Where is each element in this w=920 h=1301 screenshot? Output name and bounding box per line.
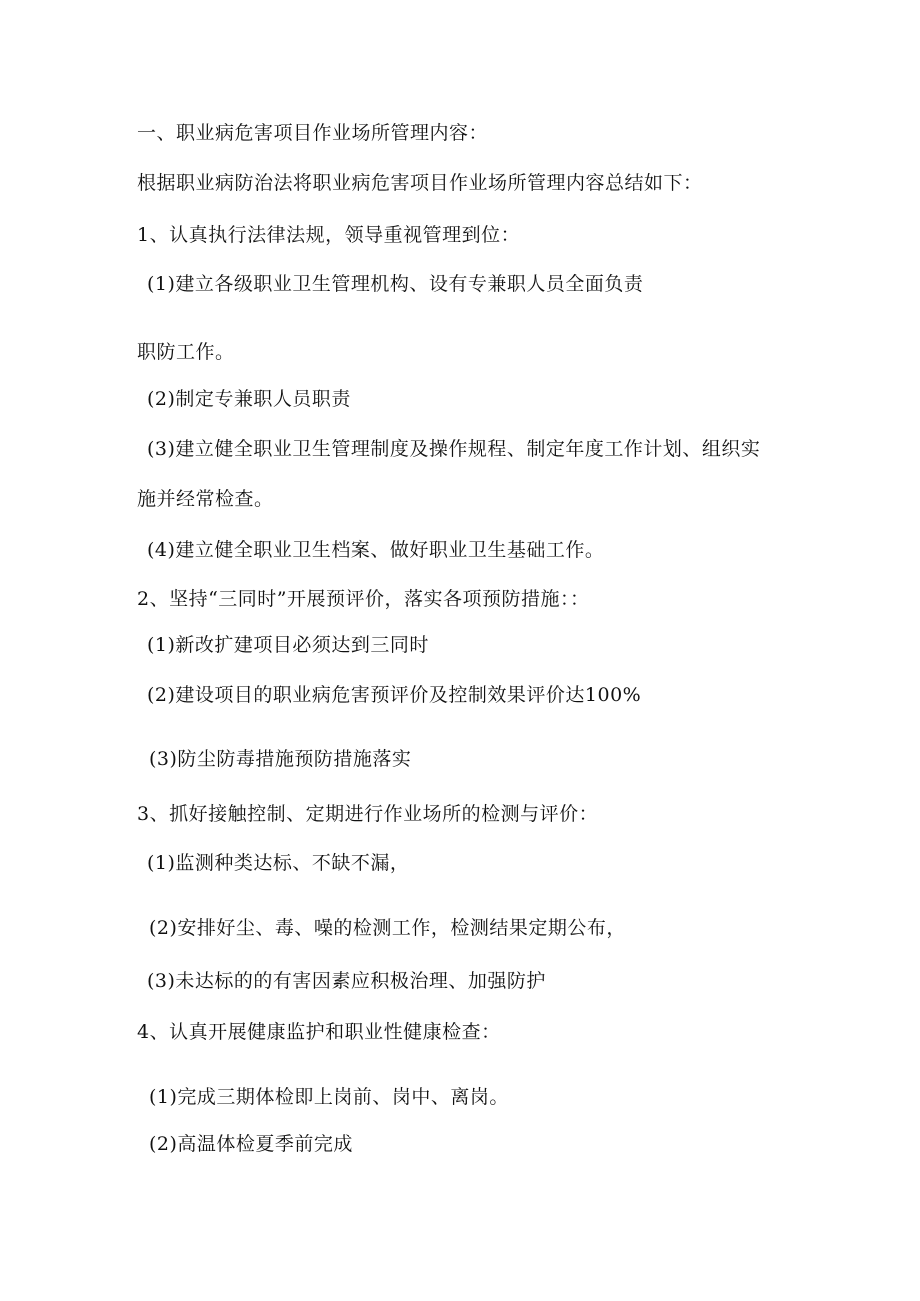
item-1-1-continued: 职防工作。 — [137, 341, 235, 363]
item-2-3: (3)防尘防毒措施预防措施落实 — [149, 748, 412, 770]
intro-paragraph: 根据职业病防治法将职业病危害项目作业场所管理内容总结如下： — [137, 172, 703, 194]
item-3-2: (2)安排好尘、毒、噪的检测工作，检测结果定期公布， — [149, 917, 626, 939]
item-3-1: (1)监测种类达标、不缺不漏， — [147, 852, 410, 874]
section-heading: 一、职业病危害项目作业场所管理内容： — [137, 122, 489, 144]
item-3-heading: 3、抓好接触控制、定期进行作业场所的检测与评价： — [137, 803, 599, 825]
item-2-1: (1)新改扩建项目必须达到三同时 — [147, 634, 429, 656]
item-3-3: (3)未达标的的有害因素应积极治理、加强防护 — [147, 970, 546, 992]
item-4-1: (1)完成三期体检即上岗前、岗中、离岗。 — [149, 1086, 509, 1108]
item-2-2: (2)建设项目的职业病危害预评价及控制效果评价达100% — [147, 684, 642, 706]
item-1-3: (3)建立健全职业卫生管理制度及操作规程、制定年度工作计划、组织实 — [147, 438, 761, 460]
item-1-heading: 1、认真执行法律法规，领导重视管理到位： — [137, 224, 521, 246]
item-1-2: (2)制定专兼职人员职责 — [147, 388, 351, 410]
item-2-heading: 2、坚持“三同时”开展预评价，落实各项预防措施：： — [137, 588, 590, 610]
item-4-heading: 4、认真开展健康监护和职业性健康检查： — [137, 1021, 501, 1043]
item-1-3-continued: 施并经常检查。 — [137, 488, 274, 510]
item-1-4: (4)建立健全职业卫生档案、做好职业卫生基础工作。 — [147, 539, 605, 561]
item-1-1: (1)建立各级职业卫生管理机构、设有专兼职人员全面负责 — [147, 273, 644, 295]
item-4-2: (2)高温体检夏季前完成 — [149, 1133, 353, 1155]
